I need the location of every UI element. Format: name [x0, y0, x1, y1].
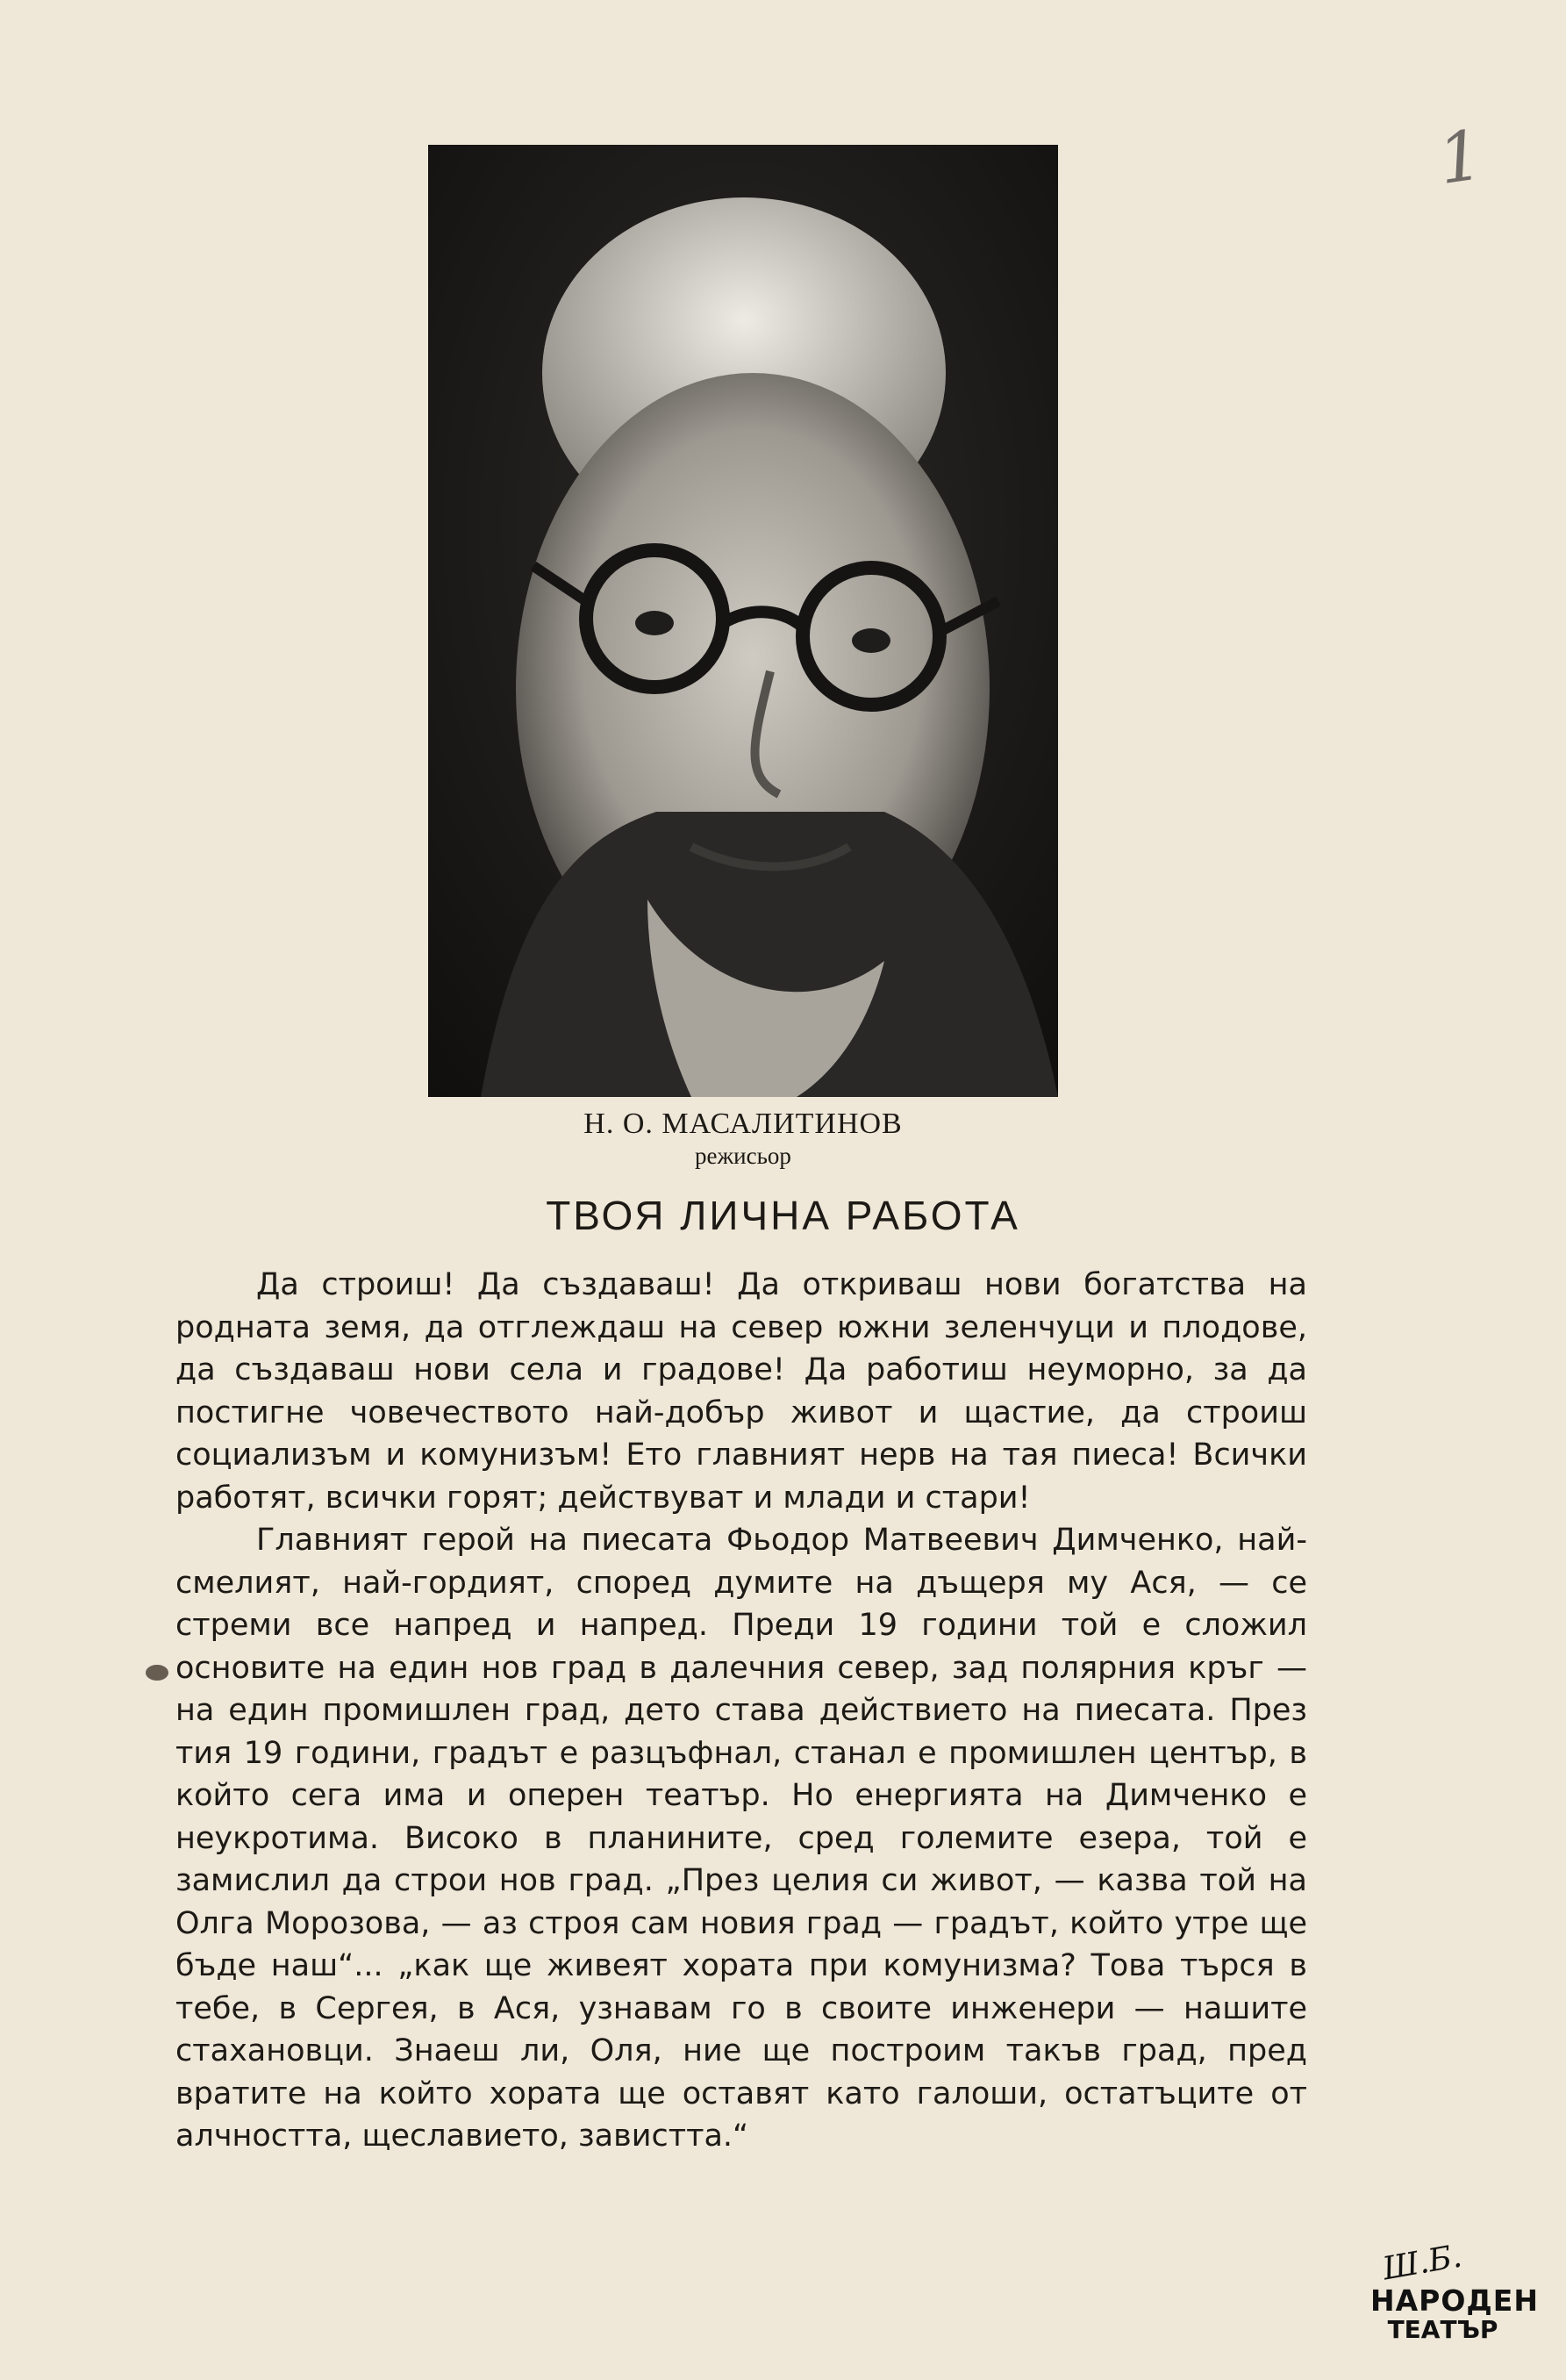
portrait-caption-name: Н. О. МАСАЛИТИНОВ [583, 1108, 903, 1140]
ink-spot [146, 1665, 168, 1681]
theatre-stamp [1370, 2238, 1539, 2344]
stamp-signature: Ш.Б. [1380, 2238, 1465, 2288]
stamp-text-line1: НАРОДЕН [1370, 2283, 1539, 2318]
page-number: 1 [1433, 115, 1488, 201]
stamp-text-line2: ТЕАТЪР [1387, 2315, 1498, 2344]
portrait-caption-role: режисьор [695, 1143, 791, 1169]
article-title: ТВОЯ ЛИЧНА РАБОТА [546, 1193, 1020, 1238]
article-paragraph-2: Главният герой на пиесата Фьодор Матвеевич Димченко, най-смелият, най-гордият, според думите на дъщеря му Ася, — се стреми все напред и напред. Преди 19 години той е сложил основите на един нов град в далечния север, зад полярния кръг — на един промишлен град, дето става действието на пиесата. През тия 19 години, градът е разцъфнал, станал е промишлен център, в който сега има и оперен театър. Но енергията на Димченко е неукротима. Високо в планините, сред големите езера, той е замислил да строи нов град. „През целия си живот, — казва той на Олга Морозова, — аз строя сам новия град — градът, който утре ще бъде наш“... „как ще живеят хората при комунизма? Това търся в тебе, в Сергея, в Ася, узнавам го в своите инженери — нашите стахановци. Знаеш ли, Оля, ние ще построим такъв град, пред вратите на който хората ще оставят като галоши, остатъците от алчността, щеславието, завистта.“ [175, 1523, 1307, 2154]
article-paragraph-1: Да строиш! Да създаваш! Да откриваш нови богатства на родната земя, да отглеждаш на север южни зеленчуци и плодове, да създаваш нови села и градове! Да работиш неуморно, за да постигне човечеството най-добър живот и щастие, да строиш социализъм и комунизъм! Ето главният нерв на тая пиеса! Всички работят, всички горят; действуват и млади и стари! [175, 1267, 1307, 1516]
article-body [175, 1264, 1307, 2158]
portrait-photo [428, 145, 1058, 1097]
portrait-image [428, 145, 1058, 1097]
